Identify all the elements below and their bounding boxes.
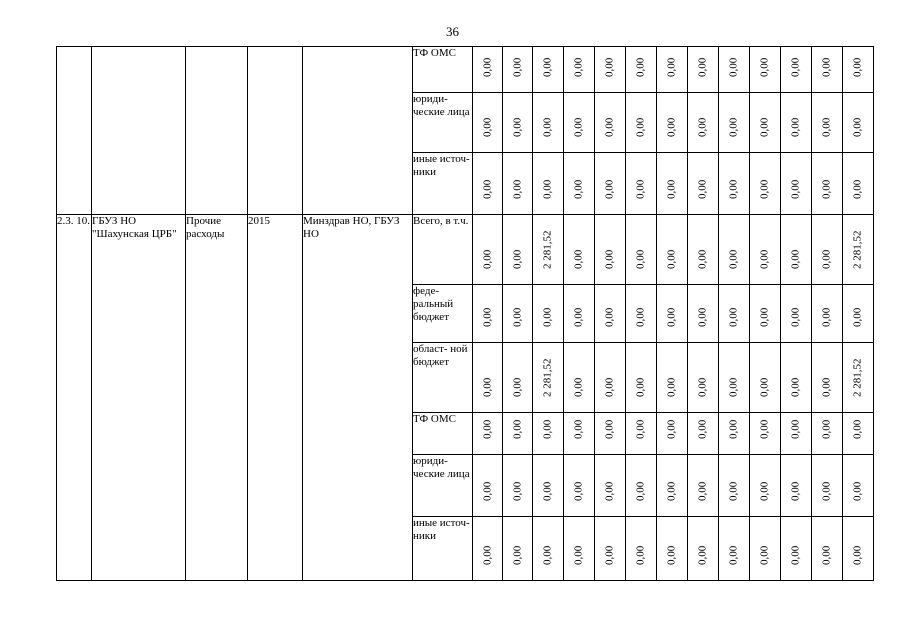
amount-value-cell (843, 47, 874, 93)
amount-value: 0,00 (511, 377, 523, 397)
amount-value-cell (595, 413, 626, 455)
amount-value: 0,00 (634, 377, 647, 397)
organization-cell (92, 47, 186, 215)
amount-value-cell (843, 343, 874, 413)
amount-value-cell (564, 215, 595, 285)
amount-value: 2 281,52 (541, 358, 554, 397)
amount-value-cell (626, 153, 657, 215)
amount-value: 0,00 (603, 545, 616, 565)
amount-value-cell (843, 215, 874, 285)
amount-value: 0,00 (665, 481, 678, 501)
amount-value-cell (781, 93, 812, 153)
amount-value: 0,00 (511, 249, 523, 269)
amount-value-cell (719, 47, 750, 93)
amount-value-cell (473, 517, 503, 581)
amount-value-cell (564, 153, 595, 215)
amount-value: 0,00 (851, 57, 864, 77)
amount-value-cell (595, 153, 626, 215)
amount-value: 0,00 (696, 377, 709, 397)
amount-value-cell (595, 47, 626, 93)
amount-value: 0,00 (511, 481, 523, 501)
amount-value: 0,00 (820, 57, 833, 77)
amount-value-cell (626, 455, 657, 517)
amount-value: 0,00 (634, 545, 647, 565)
amount-value: 0,00 (789, 179, 802, 199)
amount-value: 0,00 (727, 249, 740, 269)
amount-value: 0,00 (541, 179, 554, 199)
amount-value: 0,00 (789, 57, 802, 77)
amount-value: 0,00 (572, 481, 585, 501)
amount-value: 0,00 (572, 117, 585, 137)
amount-value: 0,00 (572, 545, 585, 565)
amount-value: 0,00 (481, 481, 493, 501)
amount-value: 0,00 (603, 377, 616, 397)
amount-value-cell (812, 215, 843, 285)
amount-value-cell (657, 517, 688, 581)
amount-value: 0,00 (572, 419, 585, 439)
amount-value: 0,00 (758, 545, 771, 565)
amount-value-cell (473, 47, 503, 93)
amount-value-cell (750, 455, 781, 517)
amount-value: 0,00 (634, 249, 647, 269)
year-cell (248, 47, 303, 215)
executor: Минздрав НО, ГБУЗ НО (303, 215, 413, 581)
executor-cell (303, 47, 413, 215)
funding-source: ТФ ОМС (413, 413, 473, 455)
funding-source: феде- ральный бюджет (413, 285, 473, 343)
amount-value-cell (564, 517, 595, 581)
amount-value: 0,00 (758, 179, 771, 199)
amount-value: 0,00 (572, 179, 585, 199)
amount-value: 0,00 (789, 481, 802, 501)
amount-value: 0,00 (572, 377, 585, 397)
amount-value: 0,00 (603, 481, 616, 501)
amount-value: 0,00 (820, 249, 833, 269)
amount-value-cell (503, 343, 533, 413)
amount-value: 0,00 (820, 117, 833, 137)
amount-value-cell (750, 93, 781, 153)
amount-value-cell (719, 455, 750, 517)
amount-value-cell (688, 93, 719, 153)
amount-value-cell (503, 413, 533, 455)
amount-value: 0,00 (789, 249, 802, 269)
amount-value-cell (719, 153, 750, 215)
amount-value: 0,00 (634, 57, 647, 77)
amount-value-cell (657, 153, 688, 215)
amount-value-cell (688, 215, 719, 285)
amount-value: 2 281,52 (851, 230, 864, 269)
amount-value: 2 281,52 (541, 230, 554, 269)
amount-value-cell (750, 285, 781, 343)
amount-value-cell (812, 153, 843, 215)
amount-value: 0,00 (511, 179, 523, 199)
amount-value-cell (595, 455, 626, 517)
amount-value-cell (719, 93, 750, 153)
amount-value: 0,00 (851, 419, 864, 439)
amount-value-cell (750, 343, 781, 413)
amount-value: 0,00 (727, 545, 740, 565)
amount-value-cell (719, 517, 750, 581)
amount-value: 0,00 (820, 307, 833, 327)
amount-value-cell (812, 343, 843, 413)
amount-value-cell (750, 215, 781, 285)
amount-value-cell (533, 93, 564, 153)
amount-value: 0,00 (481, 179, 493, 199)
amount-value-cell (657, 47, 688, 93)
amount-value: 0,00 (696, 117, 709, 137)
amount-value: 0,00 (665, 419, 678, 439)
amount-value-cell (843, 153, 874, 215)
amount-value: 0,00 (603, 419, 616, 439)
amount-value-cell (750, 153, 781, 215)
amount-value-cell (503, 47, 533, 93)
amount-value-cell (843, 93, 874, 153)
amount-value-cell (843, 413, 874, 455)
amount-value: 0,00 (541, 117, 554, 137)
amount-value-cell (843, 455, 874, 517)
amount-value-cell (503, 215, 533, 285)
amount-value-cell (595, 343, 626, 413)
amount-value: 0,00 (572, 57, 585, 77)
amount-value: 0,00 (511, 307, 523, 327)
amount-value: 0,00 (665, 117, 678, 137)
amount-value-cell (781, 153, 812, 215)
amount-value-cell (595, 93, 626, 153)
amount-value: 0,00 (541, 419, 554, 439)
amount-value: 0,00 (481, 419, 493, 439)
amount-value-cell (688, 343, 719, 413)
amount-value: 0,00 (665, 249, 678, 269)
amount-value-cell (503, 517, 533, 581)
amount-value: 0,00 (634, 481, 647, 501)
amount-value-cell (626, 413, 657, 455)
amount-value-cell (657, 455, 688, 517)
funding-source: юриди- ческие лица (413, 93, 473, 153)
amount-value-cell (473, 153, 503, 215)
table-row (57, 47, 874, 93)
amount-value-cell (473, 455, 503, 517)
amount-value-cell (719, 285, 750, 343)
amount-value: 0,00 (789, 117, 802, 137)
amount-value-cell (533, 153, 564, 215)
amount-value-cell (750, 517, 781, 581)
amount-value-cell (533, 343, 564, 413)
amount-value: 0,00 (665, 545, 678, 565)
amount-value-cell (719, 215, 750, 285)
amount-value: 0,00 (541, 481, 554, 501)
amount-value-cell (595, 215, 626, 285)
amount-value-cell (564, 93, 595, 153)
funding-source: област- ной бюджет (413, 343, 473, 413)
amount-value-cell (626, 215, 657, 285)
amount-value: 0,00 (603, 117, 616, 137)
amount-value: 0,00 (511, 419, 523, 439)
amount-value-cell (812, 413, 843, 455)
funding-source: иные источ- ники (413, 153, 473, 215)
amount-value: 0,00 (820, 179, 833, 199)
amount-value: 0,00 (820, 481, 833, 501)
year: 2015 (248, 215, 303, 581)
amount-value: 0,00 (634, 419, 647, 439)
amount-value-cell (781, 455, 812, 517)
amount-value: 0,00 (481, 249, 493, 269)
amount-value: 0,00 (758, 57, 771, 77)
amount-value-cell (781, 517, 812, 581)
amount-value: 0,00 (481, 377, 493, 397)
amount-value-cell (595, 517, 626, 581)
amount-value-cell (533, 413, 564, 455)
amount-value: 0,00 (696, 57, 709, 77)
amount-value-cell (473, 93, 503, 153)
amount-value-cell (812, 93, 843, 153)
amount-value: 0,00 (481, 117, 493, 137)
amount-value: 0,00 (696, 545, 709, 565)
amount-value-cell (688, 455, 719, 517)
amount-value: 0,00 (634, 179, 647, 199)
number-cell (57, 47, 92, 215)
amount-value-cell (843, 517, 874, 581)
amount-value-cell (688, 153, 719, 215)
amount-value-cell (750, 47, 781, 93)
amount-value-cell (657, 215, 688, 285)
amount-value-cell (657, 285, 688, 343)
amount-value-cell (781, 285, 812, 343)
amount-value: 0,00 (696, 307, 709, 327)
page-number: 36 (446, 24, 459, 39)
amount-value-cell (503, 93, 533, 153)
amount-value-cell (595, 285, 626, 343)
amount-value: 0,00 (820, 545, 833, 565)
amount-value-cell (503, 153, 533, 215)
amount-value-cell (626, 517, 657, 581)
amount-value-cell (564, 413, 595, 455)
amount-value-cell (533, 47, 564, 93)
amount-value: 0,00 (789, 307, 802, 327)
amount-value: 0,00 (665, 179, 678, 199)
amount-value-cell (781, 343, 812, 413)
amount-value: 0,00 (727, 377, 740, 397)
amount-value: 0,00 (758, 249, 771, 269)
amount-value: 0,00 (634, 117, 647, 137)
amount-value-cell (626, 343, 657, 413)
amount-value: 2 281,52 (851, 358, 864, 397)
amount-value-cell (843, 285, 874, 343)
amount-value-cell (564, 343, 595, 413)
amount-value: 0,00 (572, 249, 585, 269)
amount-value-cell (533, 285, 564, 343)
amount-value-cell (626, 93, 657, 153)
amount-value: 0,00 (603, 307, 616, 327)
amount-value-cell (719, 343, 750, 413)
table-row (57, 215, 874, 285)
table-body (57, 47, 874, 581)
amount-value: 0,00 (758, 117, 771, 137)
amount-value: 0,00 (511, 117, 523, 137)
organization-name: ГБУЗ НО "Шахунская ЦРБ" (92, 215, 186, 581)
amount-value-cell (533, 517, 564, 581)
amount-value: 0,00 (696, 179, 709, 199)
amount-value-cell (473, 215, 503, 285)
amount-value: 0,00 (603, 57, 616, 77)
amount-value: 0,00 (634, 307, 647, 327)
amount-value: 0,00 (727, 57, 740, 77)
funding-source: Всего, в т.ч. (413, 215, 473, 285)
funding-source: юриди- ческие лица (413, 455, 473, 517)
amount-value: 0,00 (727, 307, 740, 327)
amount-value-cell (503, 455, 533, 517)
amount-value: 0,00 (758, 481, 771, 501)
expense-type: Прочие расходы (186, 215, 248, 581)
amount-value: 0,00 (851, 481, 864, 501)
amount-value: 0,00 (481, 57, 493, 77)
amount-value-cell (688, 285, 719, 343)
amount-value: 0,00 (603, 249, 616, 269)
funding-source: иные источ- ники (413, 517, 473, 581)
amount-value-cell (781, 413, 812, 455)
amount-value-cell (781, 47, 812, 93)
amount-value: 0,00 (665, 307, 678, 327)
amount-value-cell (688, 413, 719, 455)
amount-value: 0,00 (851, 117, 864, 137)
amount-value-cell (657, 413, 688, 455)
amount-value-cell (719, 413, 750, 455)
amount-value: 0,00 (572, 307, 585, 327)
amount-value-cell (812, 47, 843, 93)
funding-source: ТФ ОМС (413, 47, 473, 93)
amount-value: 0,00 (758, 377, 771, 397)
amount-value: 0,00 (727, 117, 740, 137)
amount-value: 0,00 (820, 377, 833, 397)
amount-value: 0,00 (727, 179, 740, 199)
amount-value: 0,00 (789, 377, 802, 397)
amount-value-cell (533, 455, 564, 517)
amount-value-cell (812, 455, 843, 517)
amount-value-cell (812, 285, 843, 343)
amount-value-cell (564, 285, 595, 343)
amount-value: 0,00 (727, 419, 740, 439)
amount-value: 0,00 (696, 419, 709, 439)
amount-value: 0,00 (820, 419, 833, 439)
amount-value-cell (812, 517, 843, 581)
entry-number: 2.3. 10. (57, 215, 92, 581)
amount-value: 0,00 (696, 249, 709, 269)
amount-value: 0,00 (789, 545, 802, 565)
budget-table (56, 46, 874, 581)
amount-value: 0,00 (727, 481, 740, 501)
amount-value-cell (657, 343, 688, 413)
amount-value-cell (688, 517, 719, 581)
amount-value: 0,00 (665, 57, 678, 77)
amount-value: 0,00 (789, 419, 802, 439)
amount-value: 0,00 (665, 377, 678, 397)
amount-value: 0,00 (511, 57, 523, 77)
amount-value: 0,00 (481, 545, 493, 565)
amount-value: 0,00 (541, 307, 554, 327)
amount-value-cell (781, 215, 812, 285)
amount-value-cell (473, 285, 503, 343)
amount-value-cell (533, 215, 564, 285)
amount-value-cell (626, 285, 657, 343)
amount-value-cell (564, 455, 595, 517)
amount-value: 0,00 (511, 545, 523, 565)
amount-value: 0,00 (851, 179, 864, 199)
amount-value-cell (564, 47, 595, 93)
amount-value: 0,00 (696, 481, 709, 501)
amount-value-cell (626, 47, 657, 93)
amount-value-cell (473, 413, 503, 455)
amount-value: 0,00 (851, 307, 864, 327)
expense-type-cell (186, 47, 248, 215)
amount-value: 0,00 (541, 545, 554, 565)
amount-value-cell (473, 343, 503, 413)
amount-value: 0,00 (541, 57, 554, 77)
amount-value: 0,00 (851, 545, 864, 565)
amount-value-cell (688, 47, 719, 93)
amount-value: 0,00 (603, 179, 616, 199)
amount-value: 0,00 (758, 419, 771, 439)
amount-value-cell (657, 93, 688, 153)
amount-value: 0,00 (481, 307, 493, 327)
amount-value: 0,00 (758, 307, 771, 327)
amount-value-cell (750, 413, 781, 455)
amount-value-cell (503, 285, 533, 343)
